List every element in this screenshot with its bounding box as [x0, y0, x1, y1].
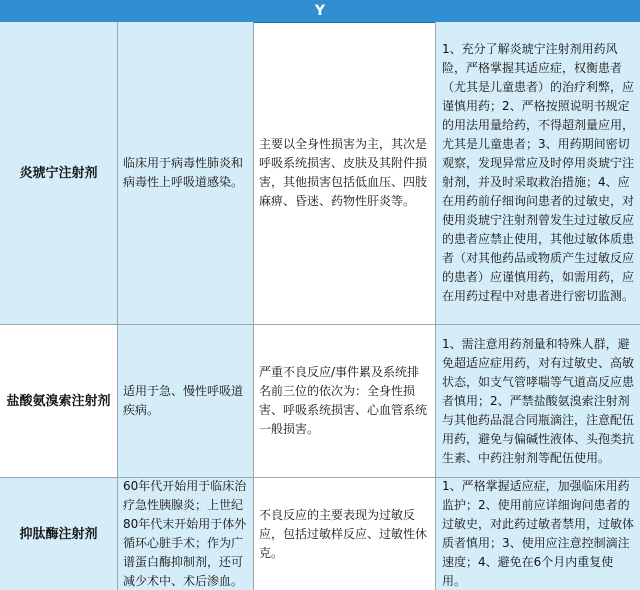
table-header: [0, 0, 640, 23]
adverse-reaction-cell: [254, 325, 436, 478]
precautions-cell: [436, 325, 640, 478]
header-title: Y: [314, 3, 326, 19]
drug-name: 炎琥宁注射剂: [19, 165, 98, 181]
precautions-text: 1、需注意用药剂量和特殊人群，避免超适应症用药，对有过敏史、高敏状态，如支气管哮喘等气道高反应患者慎用；2、严禁盐酸氨溴索注射剂与其他药品混合同瓶滴注，注意配伍用药，避免与偏碱性液体、头孢类抗生素、中药注射剂等配伍使用。: [442, 336, 635, 465]
drug-name-cell: [0, 22, 118, 325]
indication-text: 临床用于病毒性肺炎和病毒性上呼吸道感染。: [123, 156, 244, 189]
adverse-reaction-cell: [254, 22, 436, 325]
indication-cell: [118, 22, 254, 325]
adverse-reaction-text: 不良反应的主要表现为过敏反应，包括过敏样反应、过敏性休克。: [259, 507, 428, 560]
indication-cell: [118, 478, 254, 590]
table-row: [0, 478, 640, 590]
adverse-reaction-cell: [254, 478, 436, 590]
precautions-cell: [436, 22, 640, 325]
adverse-reaction-text: 主要以全身性损害为主，其次是呼吸系统损害、皮肤及其附件损害，其他损害包括低血压、四肢麻痹、昏迷、药物性肝炎等。: [259, 137, 428, 208]
indication-text: 60年代开始用于临床治疗急性胰腺炎；上世纪80年代末开始用于体外循环心脏手术；作为广谱蛋白酶抑制剂，还可减少术中、术后渗血。: [123, 479, 247, 588]
drug-name-cell: [0, 478, 118, 590]
indication-text: 适用于急、慢性呼吸道疾病。: [123, 384, 244, 417]
indication-cell: [118, 325, 254, 478]
precautions-text: 1、严格掌握适应症，加强临床用药监护；2、使用前应详细询问患者的过敏史，对此药过敏者禁用，过敏体质者慎用；3、使用应注意控制滴注速度；4、避免在6个月内重复使用。: [442, 479, 635, 588]
drug-name: 盐酸氨溴索注射剂: [6, 393, 111, 409]
drug-name-cell: [0, 325, 118, 478]
precautions-cell: [436, 478, 640, 590]
adverse-reaction-text: 严重不良反应/事件累及系统排名前三位的依次为：全身性损害、呼吸系统损害、心血管系统一般损害。: [259, 365, 428, 436]
table-row: [0, 22, 640, 325]
drug-name: 抑肽酶注射剂: [19, 526, 98, 542]
table-row: [0, 325, 640, 478]
precautions-text: 1、充分了解炎琥宁注射剂用药风险，严格掌握其适应症，权衡患者（尤其是儿童患者）的治疗利弊，应谨慎用药；2、严格按照说明书规定的用法用量给药，不得超剂量应用，尤其是儿童患者；3、用药期间密切观察，发现异常应及时停用炎琥宁注射剂，并及时采取救治措施；4、应在用药前仔细询问患者的过敏史，对使用炎琥宁注射剂曾发生过过敏反应的患者应禁止使用，其他过敏体质患者（对其他药品或物质产生过敏反应的患者）应谨慎用药，如需用药，应在用药过程中对患者进行密切监测。: [442, 42, 635, 303]
